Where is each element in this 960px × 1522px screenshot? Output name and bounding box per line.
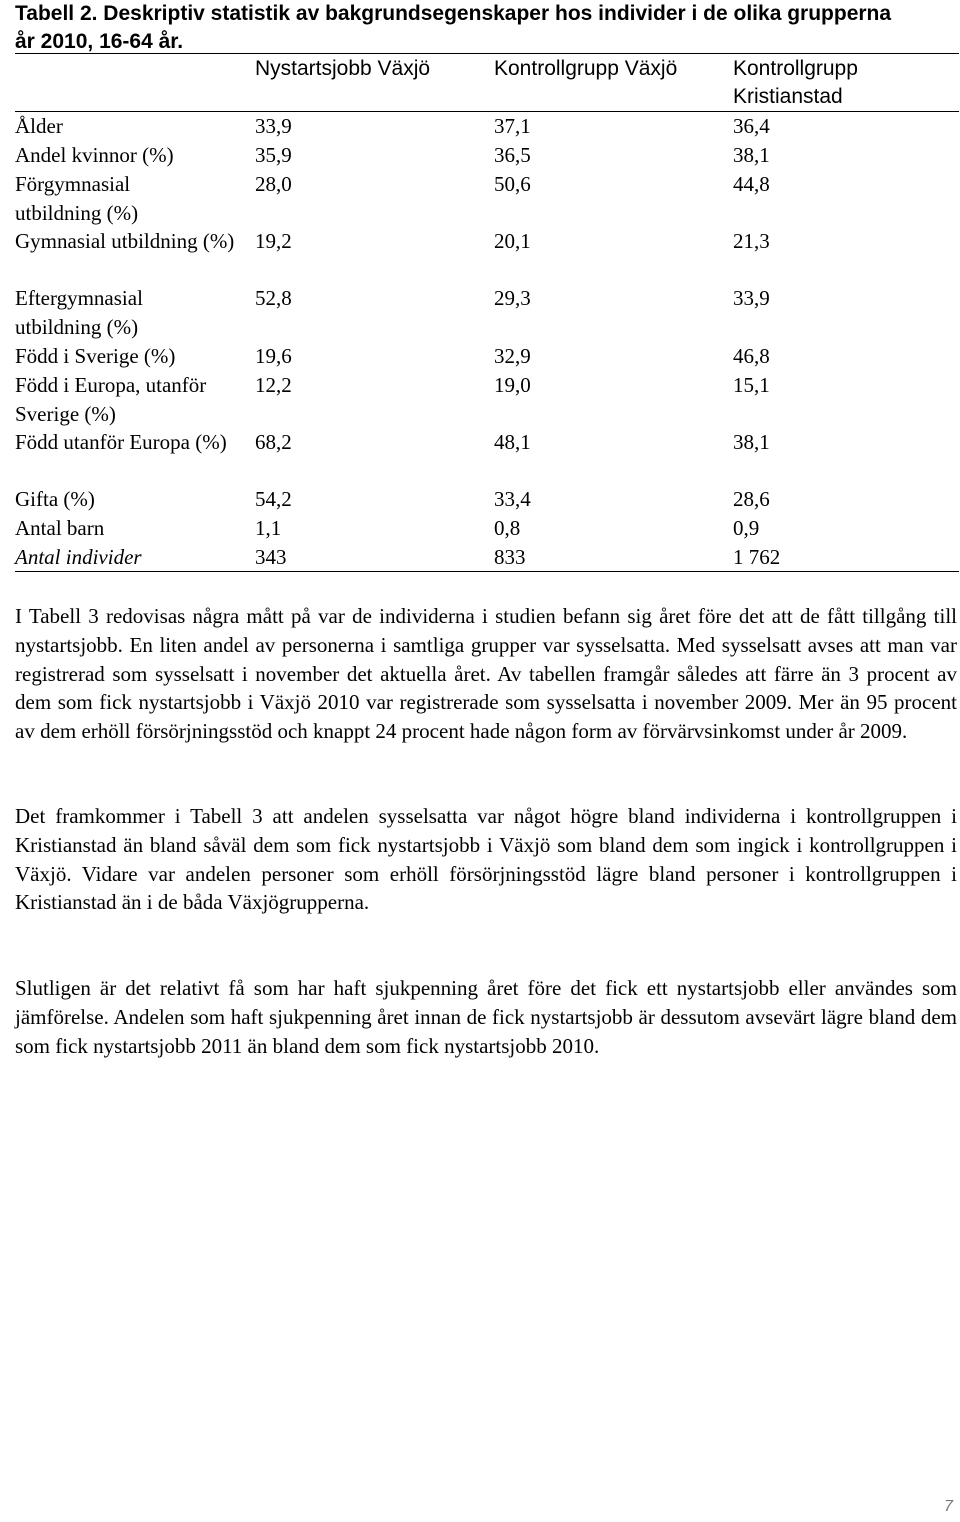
- row-label: Antal individer: [15, 545, 142, 569]
- cell-value: 19,6: [255, 344, 292, 368]
- cell-value: 343: [255, 545, 287, 569]
- row-label: Gifta (%): [15, 487, 95, 511]
- cell-value: 48,1: [494, 430, 531, 454]
- cell-value: 38,1: [733, 143, 770, 167]
- row-label: Född i Europa, utanför Sverige (%): [15, 373, 207, 426]
- cell-value: 36,5: [494, 143, 531, 167]
- page-number: 7: [944, 1498, 953, 1515]
- cell-value: 1 762: [733, 545, 781, 569]
- cell-value: 28,0: [255, 172, 292, 196]
- cell-value: 33,9: [733, 286, 770, 310]
- row-label: Född utanför Europa (%): [15, 430, 227, 454]
- column-header-nystartsjobb-vaxjo: Nystartsjobb Växjö: [255, 57, 431, 80]
- cell-value: 833: [494, 545, 526, 569]
- cell-value: 0,9: [733, 516, 760, 540]
- row-label: Ålder: [15, 114, 63, 138]
- column-header-kontrollgrupp-kristianstad: Kontrollgrupp Kristianstad: [733, 57, 858, 108]
- row-label: Född i Sverige (%): [15, 344, 176, 368]
- row-label: Andel kvinnor (%): [15, 143, 174, 167]
- column-header-kontrollgrupp-vaxjo: Kontrollgrupp Växjö: [494, 57, 678, 80]
- table-bottom-rule: [15, 571, 959, 572]
- table-top-rule: [15, 53, 959, 54]
- row-label: Förgymnasial utbildning (%): [15, 172, 139, 225]
- row-label: Antal barn: [15, 516, 105, 540]
- cell-value: 44,8: [733, 172, 770, 196]
- cell-value: 19,2: [255, 229, 292, 253]
- cell-value: 38,1: [733, 430, 770, 454]
- cell-value: 36,4: [733, 114, 770, 138]
- cell-value: 52,8: [255, 286, 292, 310]
- cell-value: 32,9: [494, 344, 531, 368]
- cell-value: 19,0: [494, 373, 531, 397]
- row-label: Eftergymnasial utbildning (%): [15, 286, 143, 339]
- cell-value: 50,6: [494, 172, 531, 196]
- row-label: Gymnasial utbildning (%): [15, 229, 235, 253]
- cell-value: 12,2: [255, 373, 292, 397]
- cell-value: 21,3: [733, 229, 770, 253]
- cell-value: 28,6: [733, 487, 770, 511]
- cell-value: 37,1: [494, 114, 531, 138]
- cell-value: 33,9: [255, 114, 292, 138]
- cell-value: 35,9: [255, 143, 292, 167]
- cell-value: 20,1: [494, 229, 531, 253]
- table-caption: Tabell 2. Deskriptiv statistik av bakgrundsegenskaper hos individer i de olika grupperna år 2010, 16-64 år.: [15, 2, 892, 53]
- body-paragraph-1: I Tabell 3 redovisas några mått på var de individerna i studien befann sig året före det att de fått tillgång till nystartsjobb. En liten andel av personerna i samtliga grupper var sysselsatta. Med sysselsatt avses att man var registrerad som sysselsatt i november det aktuella året. Av tabellen framgår således att färre än 3 procent av dem som fick nystartsjobb i Växjö 2010 var registrerade som sysselsatta i november 2009. Mer än 95 procent av dem erhöll försörjningsstöd och knappt 24 procent hade någon form av förvärvsinkomst under år 2009.: [15, 604, 957, 744]
- cell-value: 54,2: [255, 487, 292, 511]
- body-paragraph-3: Slutligen är det relativt få som har haft sjukpenning året före det fick ett nystartsjobb eller användes som jämförelse. Andelen som haft sjukpenning året innan de fick nystartsjobb är dessutom avsevärt lägre bland dem som fick nystartsjobb 2011 än bland dem som fick nystartsjobb 2010.: [15, 976, 957, 1058]
- cell-value: 68,2: [255, 430, 292, 454]
- cell-value: 1,1: [255, 516, 282, 540]
- cell-value: 0,8: [494, 516, 521, 540]
- cell-value: 33,4: [494, 487, 531, 511]
- cell-value: 15,1: [733, 373, 770, 397]
- cell-value: 46,8: [733, 344, 770, 368]
- cell-value: 29,3: [494, 286, 531, 310]
- body-paragraph-2: Det framkommer i Tabell 3 att andelen sysselsatta var något högre bland individerna i kontrollgruppen i Kristianstad än bland såväl dem som fick nystartsjobb i Växjö som bland dem som ingick i kontrollgruppen i Växjö. Vidare var andelen personer som erhöll försörjningsstöd lägre bland personer i kontrollgruppen i Kristianstad än i de båda Växjögrupperna.: [15, 804, 957, 915]
